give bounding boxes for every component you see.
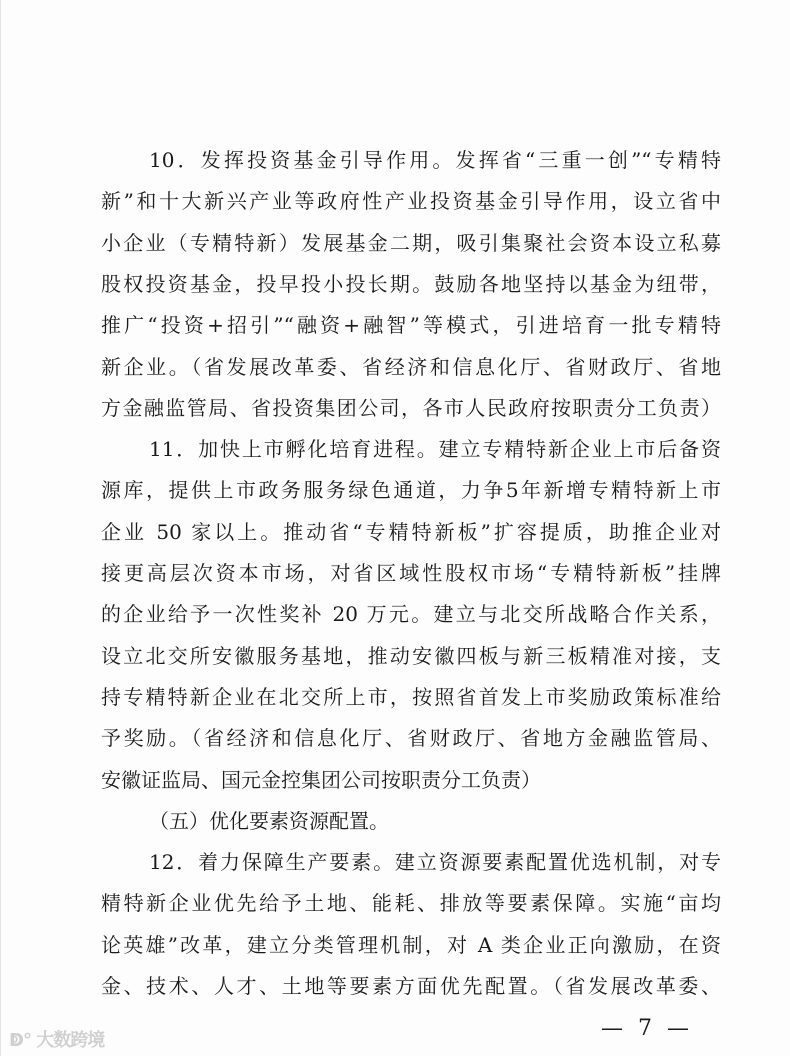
- text-line: 股权投资基金，投早投小投长期。鼓励各地坚持以基金为纽带，: [101, 271, 721, 296]
- page-number: — 7 —: [601, 1016, 693, 1041]
- text-line: 10．发挥投资基金引导作用。发挥省“三重一创”“专精特: [149, 148, 721, 172]
- text-line: 持专精特新企业在北交所上市，按照省首发上市奖励政策标准给: [101, 684, 721, 709]
- text-line: 源库，提供上市政务服务绿色通道，力争5年新增专精特新上市: [101, 478, 721, 503]
- text-line: 11．加快上市孵化培育进程。建立专精特新企业上市后备资: [149, 437, 721, 462]
- text-line: 予奖励。（省经济和信息化厅、省财政厅、省地方金融监管局、: [101, 726, 721, 751]
- text-line: 的企业给予一次性奖补 20 万元。建立与北交所战略合作关系，: [101, 602, 721, 627]
- text-line: （五）优化要素资源配置。: [149, 808, 389, 833]
- text-line: 企业 50 家以上。推动省“专精特新板”扩容提质，助推企业对: [101, 519, 721, 544]
- text-line: 设立北交所安徽服务基地，推动安徽四板与新三板精准对接，支: [101, 643, 721, 668]
- text-line: 12．着力保障生产要素。建立资源要素配置优选机制，对专: [149, 850, 721, 875]
- watermark-logo: ↁ° 大数跨境: [9, 1030, 105, 1051]
- text-line: 金、技术、人才、土地等要素方面优先配置。（省发展改革委、: [101, 974, 721, 998]
- text-line: 新企业。（省发展改革委、省经济和信息化厅、省财政厅、省地: [101, 354, 721, 379]
- watermark-text: 大数跨境: [36, 1030, 105, 1051]
- text-line: 方金融监管局、省投资集团公司，各市人民政府按职责分工负责）: [101, 395, 721, 420]
- text-line: 接更高层次资本市场，对省区域性股权市场“专精特新板”挂牌: [101, 561, 721, 585]
- text-line: 小企业（专精特新）发展基金二期，吸引集聚社会资本设立私募: [101, 230, 721, 255]
- text-line: 新”和十大新兴产业等政府性产业投资基金引导作用，设立省中: [101, 189, 721, 214]
- text-line: 安徽证监局、国元金控集团公司按职责分工负责）: [101, 767, 541, 792]
- text-line: 精特新企业优先给予土地、能耗、排放等要素保障。实施“亩均: [101, 891, 721, 916]
- text-line: 论英雄”改革，建立分类管理机制，对 A 类企业正向激励，在资: [101, 932, 721, 957]
- text-line: 推广“投资+招引”“融资+融智”等模式，引进培育一批专精特: [101, 313, 721, 338]
